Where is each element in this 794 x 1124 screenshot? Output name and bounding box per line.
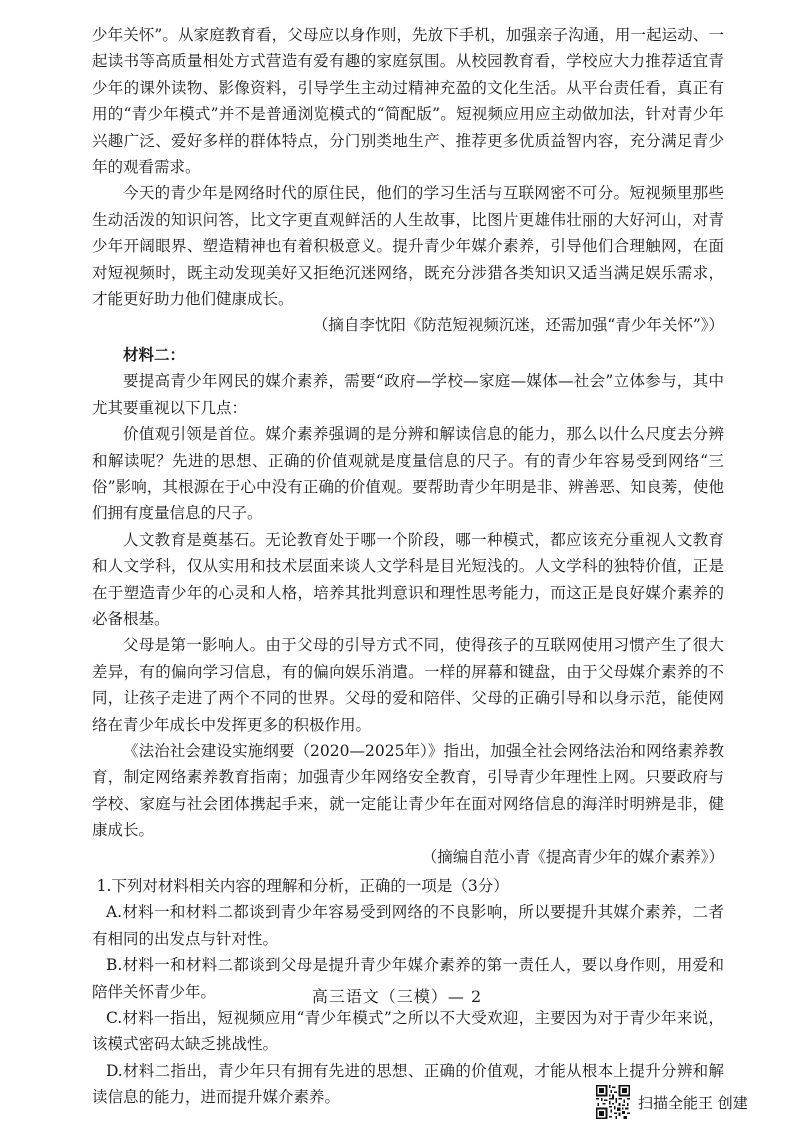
option-a: A.材料一和材料二都谈到青少年容易受到网络的不良影响，所以要提升其媒介素养，二者有相同的出发点与针对性。: [92, 903, 724, 948]
paragraph-parents: 父母是第一影响人。由于父母的引导方式不同，使得孩子的互联网使用习惯产生了很大差异，有的偏向学习信息，有的偏向娱乐消遣。一样的屏幕和键盘，由于父母媒介素养的不同，让孩子走进了两个不同的世界。父母的爱和陪伴、父母的正确引导和以身示范，能使网络在青少年成长中发挥更多的积极作用。: [92, 636, 724, 734]
option-d: D.材料二指出，青少年只有拥有先进的思想、正确的价值观，才能从根本上提升分辨和解读信息的能力，进而提升媒介素养。: [92, 1061, 724, 1107]
option-b: B.材料一和材料二都谈到父母是提升青少年媒介素养的第一责任人，要以身作则，用爱和陪伴关怀青少年。: [92, 956, 724, 1001]
paragraph-humanities: 人文教育是奠基石。无论教育处于哪一个阶段，哪一种模式，都应该充分重视人文教育和人文学科，仅从实用和技术层面来谈人文学科是目光短浅的。人文学科的独特价值，正是在于塑造青少年的心灵和人格，培养其批判意识和理性思考能力，而这正是良好媒介素养的必备根基。: [92, 530, 724, 628]
question-stem: 1.下列对材料相关内容的理解和分析，正确的一项是（3分）: [96, 877, 509, 895]
paragraph-intro: 要提高青少年网民的媒介素养，需要“政府—学校—家庭—媒体—社会”立体参与，其中尤其要重视以下几点：: [92, 372, 724, 417]
option-c: C.材料一指出，短视频应用“青少年模式”之所以不大受欢迎，主要因为对于青少年来说，该模式密码太缺乏挑战性。: [92, 1009, 724, 1054]
paragraph-values: 价值观引领是首位。媒介素养强调的是分辨和解读信息的能力，那么以什么尺度去分辨和解读呢？先进的思想、正确的价值观就是度量信息的尺子。有的青少年容易受到网络“三俗”影响，其根源在于心中没有正确的价值观。要帮助青少年明是非、辨善恶、知良莠，使他们拥有度量信息的尺子。: [92, 425, 724, 523]
paragraph-law: 《法治社会建设实施纲要（2020—2025年）》指出，加强全社会网络法治和网络素养教育，制定网络素养教育指南；加强青少年网络安全教育，引导青少年理性上网。只要政府与学校、家庭与社会团体携起手来，就一定能让青少年在面对网络信息的海洋时明辨是非，健康成长。: [92, 741, 724, 840]
source-citation-1: （摘自李忱阳《防范短视频沉迷，还需加强“青少年关怀”》）: [312, 316, 724, 335]
page-footer: 高三语文（三模）— 2: [311, 987, 483, 1006]
watermark-text: 扫描全能王 创建: [638, 1093, 748, 1112]
paragraph-youth-internet: 今天的青少年是网络时代的原住民，他们的学习生活与互联网密不可分。短视频里那些生动活泼的知识问答，比文字更直观鲜活的人生故事，比图片更雄伟壮丽的大好河山，对青少年开阔眼界、塑造精神也有着积极意义。提升青少年媒介素养，引导他们合理触网，在面对短视频时，既主动发现美好又拒绝沉迷网络，既充分涉猎各类知识又适当满足娱乐需求，才能更好助力他们健康成长。: [92, 184, 724, 309]
source-citation-2: （摘编自范小青《提高青少年的媒介素养》）: [421, 847, 724, 866]
paragraph-continued: 少年关怀”。从家庭教育看，父母应以身作则，先放下手机，加强亲子沟通，用一起运动、一起读书等高质量相处方式营造有爱有趣的家庭氛围。从校园教育看，学校应大力推荐适宜青少年的课外读物、影像资料，引导学生主动过精神充盈的文化生活。从平台责任看，真正有用的“青少年模式”并不是普通浏览模式的“简配版”。短视频应用应主动做加法，针对青少年兴趣广泛、爱好多样的群体特点，分门别类地生产、推荐更多优质益智内容，充分满足青少年的观看需求。: [92, 26, 724, 177]
scanner-watermark: [596, 1085, 748, 1119]
exam-page-body: [92, 22, 724, 1111]
material-two-heading: 材料二：: [123, 344, 186, 364]
qr-code-icon: [596, 1085, 630, 1119]
